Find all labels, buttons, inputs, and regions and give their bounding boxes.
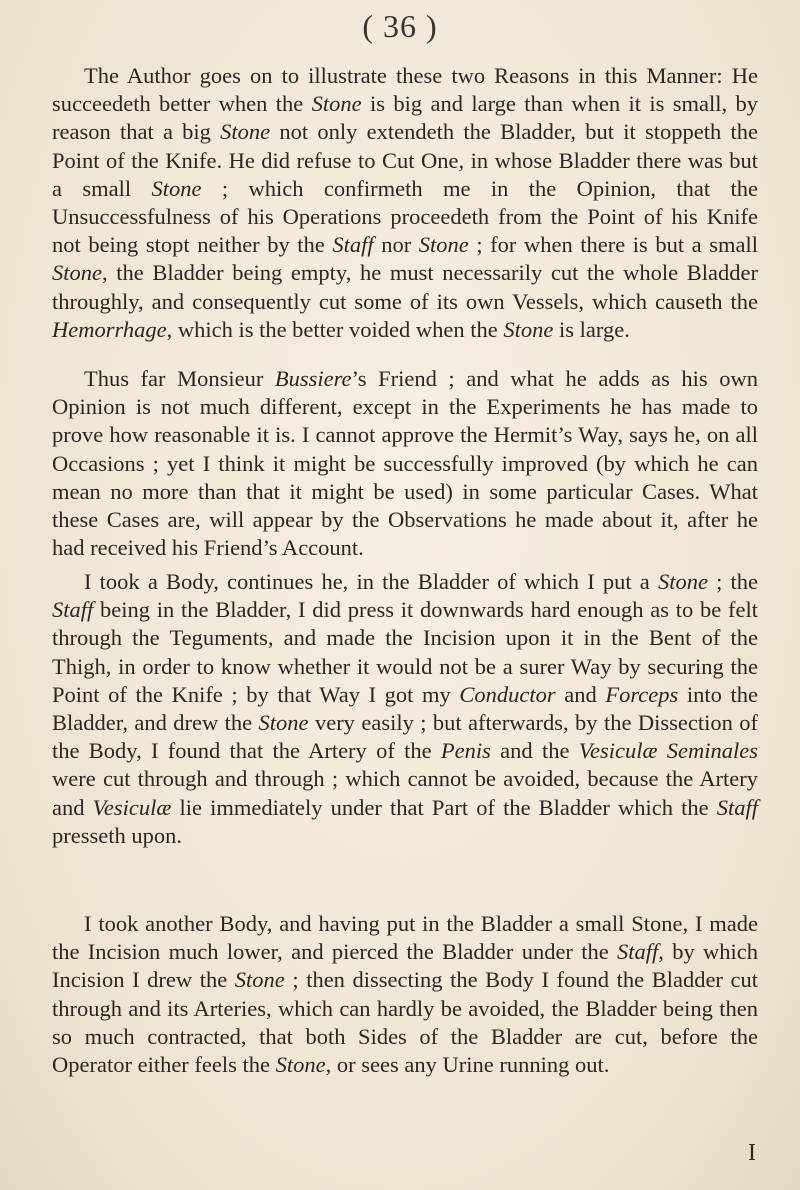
text-run: I took a Body, continues he, in the Bladder of which I put a (84, 569, 658, 594)
italic-term: Bussiere (274, 366, 352, 391)
catchword: I (748, 1140, 756, 1166)
text-run: nor (373, 232, 419, 258)
italic-term: Stone (52, 260, 102, 286)
italic-term: Hemorrhage (52, 316, 167, 342)
text-run: , which is the better voided when the (166, 316, 504, 342)
italic-term: Staff (52, 597, 94, 623)
italic-term: Stone (275, 1052, 326, 1078)
text-run: , or sees any Urine running out. (325, 1052, 610, 1078)
italic-term: Conductor (459, 681, 556, 707)
paragraph-text (52, 365, 758, 562)
text-run: , by which Incision I drew the (52, 939, 758, 993)
italic-term: Vesiculæ (92, 794, 172, 820)
italic-term: Stone (311, 91, 362, 117)
text-run: and the (490, 738, 579, 764)
text-run: and (555, 681, 606, 707)
paragraph-text (52, 910, 758, 1079)
italic-term: Stone (258, 710, 309, 736)
paragraph-text (52, 62, 758, 344)
text-run: is big and large than when it is small, by reason that a big (52, 91, 758, 145)
text-run: ’s Friend ; and what he adds as his own Opinion is not much different, except in the Experiments he has made to prove how reasonable it is. I cannot approve the Hermit’s Way, says he, on all Occasions ; yet I think it might be successfully improved (by which he can mean no more than that it might be used) in some particular Cases. What these Cases are, will appear by the Observations he made about it, after he had received his Friend’s Account. (52, 366, 758, 561)
text-run: I took another Body, and having put in the Bladder a small Stone, I made the Incision much lower, and pierced the Bladder under the (52, 911, 758, 965)
text-run: were cut through and through ; which cannot be avoided, because the Artery and (52, 766, 758, 820)
text-run: , the Bladder being empty, he must necessarily cut the whole Bladder throughly, and consequently cut some of its own Vessels, which causeth the (52, 260, 758, 314)
text-run: being in the Bladder, I did press it downwards hard enough as to be felt through the Teguments, and made the Incision upon it in the Bent of the Thigh, in order to know whether it would not be a surer Way by securing the Point of the Knife ; by that Way I got my (52, 597, 758, 707)
italic-term: Stone (220, 119, 271, 145)
italic-term: Stone (234, 967, 285, 993)
text-run: lie immediately under that Part of the Bladder which the (171, 794, 717, 820)
text-run: ; which confirmeth me in the Opinion, that the Unsuccessfulness of his Operations proceedeth from the Point of his Knife not being stopt neither by the (52, 175, 759, 258)
italic-term: Staff (617, 939, 659, 965)
italic-term: Vesiculæ Seminales (578, 738, 758, 764)
text-run: very easily ; but afterwards, by the Dissection of the Body, I found that the Artery of the (52, 710, 758, 764)
italic-term: Stone (657, 569, 708, 594)
text-run: not only extendeth the Bladder, but it stoppeth the Point of the Knife. He did refuse to Cut One, in whose Bladder there was but a small (52, 119, 758, 201)
paragraph-first-body (52, 568, 758, 850)
text-run: is large. (553, 316, 630, 342)
italic-term: Stone (503, 316, 554, 342)
paragraph-another-body (52, 910, 758, 1079)
italic-term: Staff (332, 232, 374, 258)
page-number: ( 36 ) (362, 8, 438, 44)
text-run: presseth upon. (52, 822, 182, 848)
text-run: into the Bladder, and drew the (52, 681, 758, 736)
italic-term: Stone (151, 175, 202, 201)
text-run: Thus far Monsieur (84, 366, 275, 391)
text-run: ; then dissecting the Body I found the Bladder cut through and its Arteries, which can hardly be avoided, the Bladder being then so much contracted, that both Sides of the Bladder are cut, before the Operator either feels the (52, 967, 758, 1078)
paragraph-text (52, 568, 758, 850)
text-run: ; for when there is but a small (468, 232, 758, 258)
paragraph-author-illustrates (52, 62, 758, 344)
italic-term: Forceps (605, 681, 679, 707)
text-run: ; the (707, 569, 758, 594)
italic-term: Staff (716, 794, 758, 820)
italic-term: Stone (418, 232, 469, 258)
italic-term: Penis (440, 738, 491, 764)
text-run: The Author goes on to illustrate these two Reasons in this Manner: He succeedeth better when the (52, 63, 758, 117)
paragraph-monsieur-bussiere (52, 365, 758, 562)
